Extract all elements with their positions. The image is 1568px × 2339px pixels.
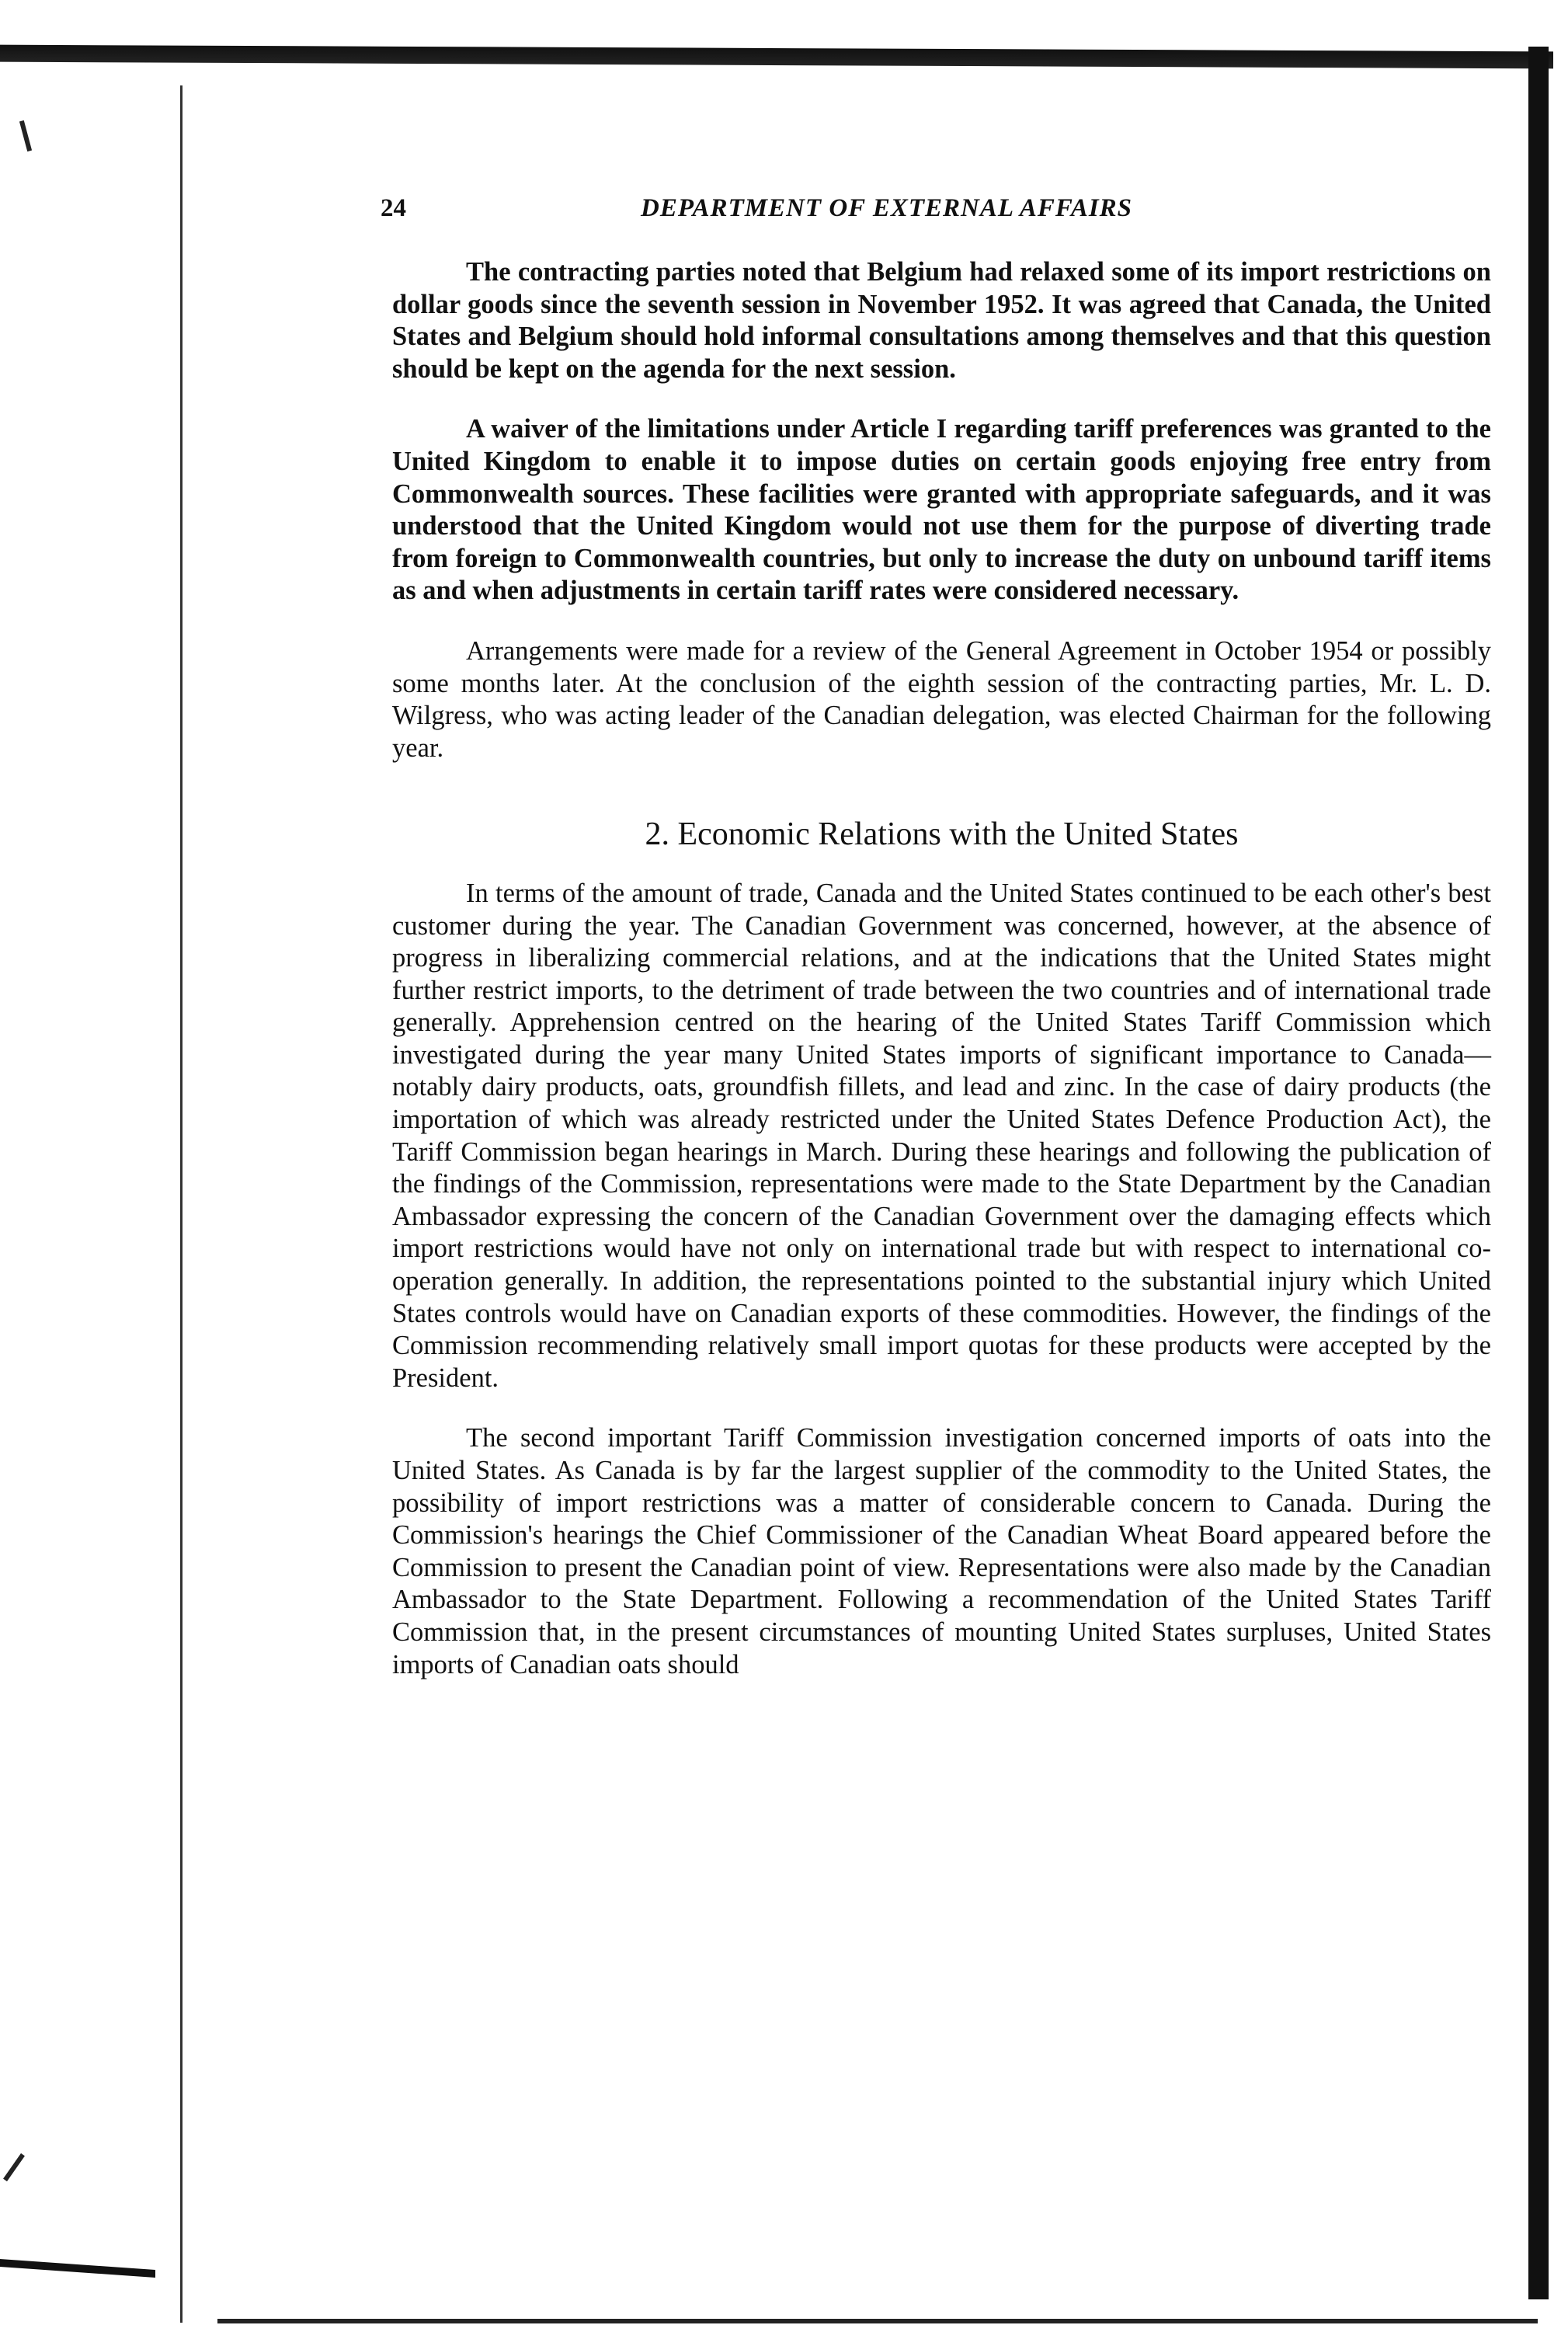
- scan-edge-top: [0, 45, 1553, 69]
- scan-edge-left: [180, 85, 183, 2323]
- paragraph-review: Arrangements were made for a review of the General Agreement in October 1954 or possibly some months later. At the conclusion of the eighth session of the contracting parties, Mr. L. D. Wilgress, who was acting leader of the Canadian delegation, was elected Chairman for the following year.: [392, 635, 1491, 763]
- page-body: [392, 256, 1491, 1681]
- paragraph-belgium: The contracting parties noted that Belgium had relaxed some of its import restrictions on dollar goods since the seventh session in November 1952. It was agreed that Canada, the United States and Belgium should hold informal consultations among themselves and that this question should be kept on the agenda for the next session.: [392, 257, 1491, 384]
- scan-mark-lower-left: [3, 2153, 25, 2181]
- section-heading: 2. Economic Relations with the United States: [645, 816, 1239, 853]
- running-head: DEPARTMENT OF EXTERNAL AFFAIRS: [641, 194, 1133, 222]
- paragraph-trade: In terms of the amount of trade, Canada and the United States continued to be each other's best customer during the year. The Canadian Government was concerned, however, at the absence of progress in liberalizing commercial relations, and at the indications that the United States might further restrict imports, to the detriment of trade between the two countries and of international trade generally. Apprehension centred on the hearing of the United States Tariff Commission which investigated during the year many United States imports of significant importance to Canada—notably dairy products, oats, groundfish fillets, and lead and zinc. In the case of dairy products (the importation of which was already restricted under the United States Defence Production Act), the Tariff Commission began hearings in March. During these hearings and following the publication of the findings of the Commission, representations were made to the State Department by the Canadian Ambassador expressing the concern of the Canadian Government over the damaging effects which import restrictions would have not only on international trade but with respect to international co-operation generally. In addition, the representations pointed to the substantial injury which United States controls would have on Canadian exports of these commodities. However, the findings of the Commission recommending relatively small import quotas for these products were accepted by the President.: [392, 878, 1491, 1393]
- scan-edge-right: [1528, 47, 1549, 2299]
- paragraph-oats: The second important Tariff Commission investigation concerned imports of oats into the United States. As Canada is by far the largest supplier of the commodity to the United States, the possibility of import restrictions was a matter of considerable concern to Canada. During the Commission's hearings the Chief Commissioner of the Canadian Wheat Board appeared before the Commission to present the Canadian point of view. Representations were also made by the Canadian Ambassador to the State Department. Following a recommendation of the United States Tariff Commission that, in the present circumstances of mounting United States surpluses, United States imports of Canadian oats should: [392, 1423, 1491, 1679]
- paragraph-waiver: A waiver of the limitations under Article I regarding tariff preferences was granted to the United Kingdom to enable it to impose duties on certain goods enjoying free entry from Commonwealth sources. These facilities were granted with appropriate safeguards, and it was understood that the United Kingdom would not use them for the purpose of diverting trade from foreign to Commonwealth countries, but only to increase the duty on unbound tariff items as and when adjustments in certain tariff rates were considered necessary.: [392, 414, 1491, 606]
- scan-edge-bottom: [217, 2319, 1538, 2323]
- scan-mark-bottom-left: [0, 2259, 155, 2278]
- scan-mark-top-left: [19, 120, 32, 151]
- page-number: 24: [381, 194, 406, 222]
- page-header: [381, 194, 1499, 233]
